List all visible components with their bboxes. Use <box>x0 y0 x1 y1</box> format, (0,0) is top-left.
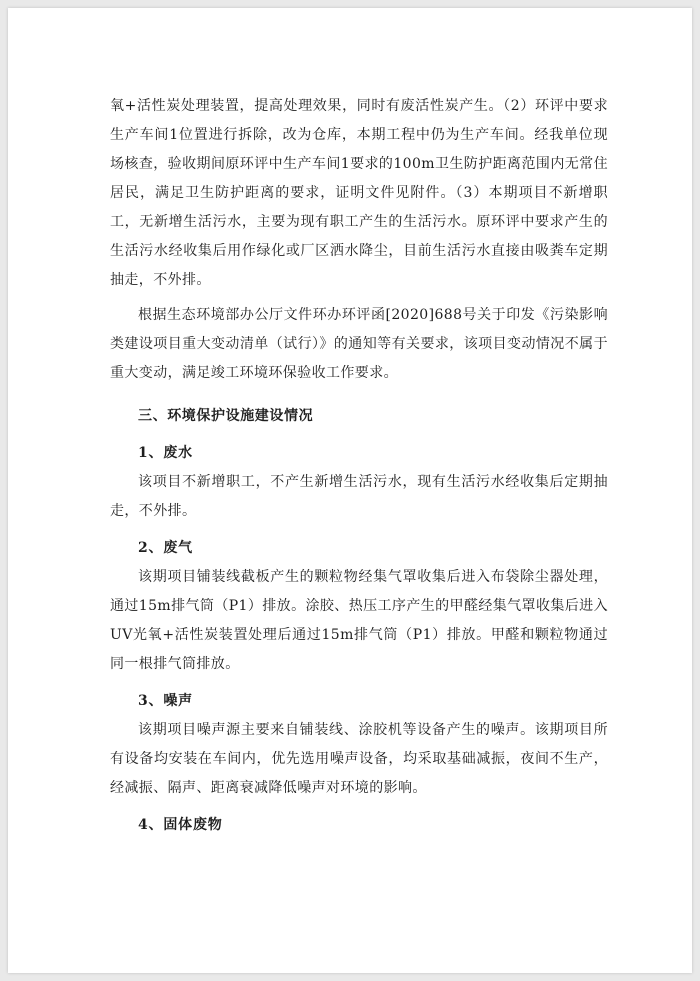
subheading-solid-waste: 4、固体废物 <box>138 817 223 833</box>
document-page <box>8 8 692 973</box>
subheading-wastewater: 1、废水 <box>138 445 193 461</box>
section-heading: 三、环境保护设施建设情况 <box>138 408 314 424</box>
document-body <box>110 92 608 840</box>
paragraph-regulation: 根据生态环境部办公厅文件环办环评函[2020]688号关于印发《污染影响类建设项目重大变动清单（试行）》的通知等有关要求，该项目变动情况不属于重大变动，满足竣工环境环保验收工作要求。 <box>110 307 608 381</box>
paragraph-continued: 氧+活性炭处理装置，提高处理效果，同时有废活性炭产生。（2）环评中要求生产车间1位置进行拆除，改为仓库，本期工程中仍为生产车间。经我单位现场核查，验收期间原环评中生产车间1要求的100m卫生防护距离范围内无常住居民，满足卫生防护距离的要求，证明文件见附件。（3）本期项目不新增职工，无新增生活污水，主要为现有职工产生的生活污水。原环评中要求产生的生活污水经收集后用作绿化或厂区洒水降尘，目前生活污水直接由吸粪车定期抽走，不外排。 <box>110 98 608 288</box>
paragraph-exhaust-gas: 该期项目铺装线截板产生的颗粒物经集气罩收集后进入布袋除尘器处理，通过15m排气筒（P1）排放。涂胶、热压工序产生的甲醛经集气罩收集后进入UV光氧+活性炭装置处理后通过15m排气筒（P1）排放。甲醛和颗粒物通过同一根排气筒排放。 <box>110 569 608 672</box>
paragraph-wastewater: 该项目不新增职工，不产生新增生活污水，现有生活污水经收集后定期抽走，不外排。 <box>110 474 608 519</box>
paragraph-noise: 该期项目噪声源主要来自铺装线、涂胶机等设备产生的噪声。该期项目所有设备均安装在车间内，优先选用噪声设备，均采取基础减振，夜间不生产，经减振、隔声、距离衰减降低噪声对环境的影响。 <box>110 722 608 796</box>
subheading-exhaust-gas: 2、废气 <box>138 540 193 556</box>
subheading-noise: 3、噪声 <box>138 693 193 709</box>
